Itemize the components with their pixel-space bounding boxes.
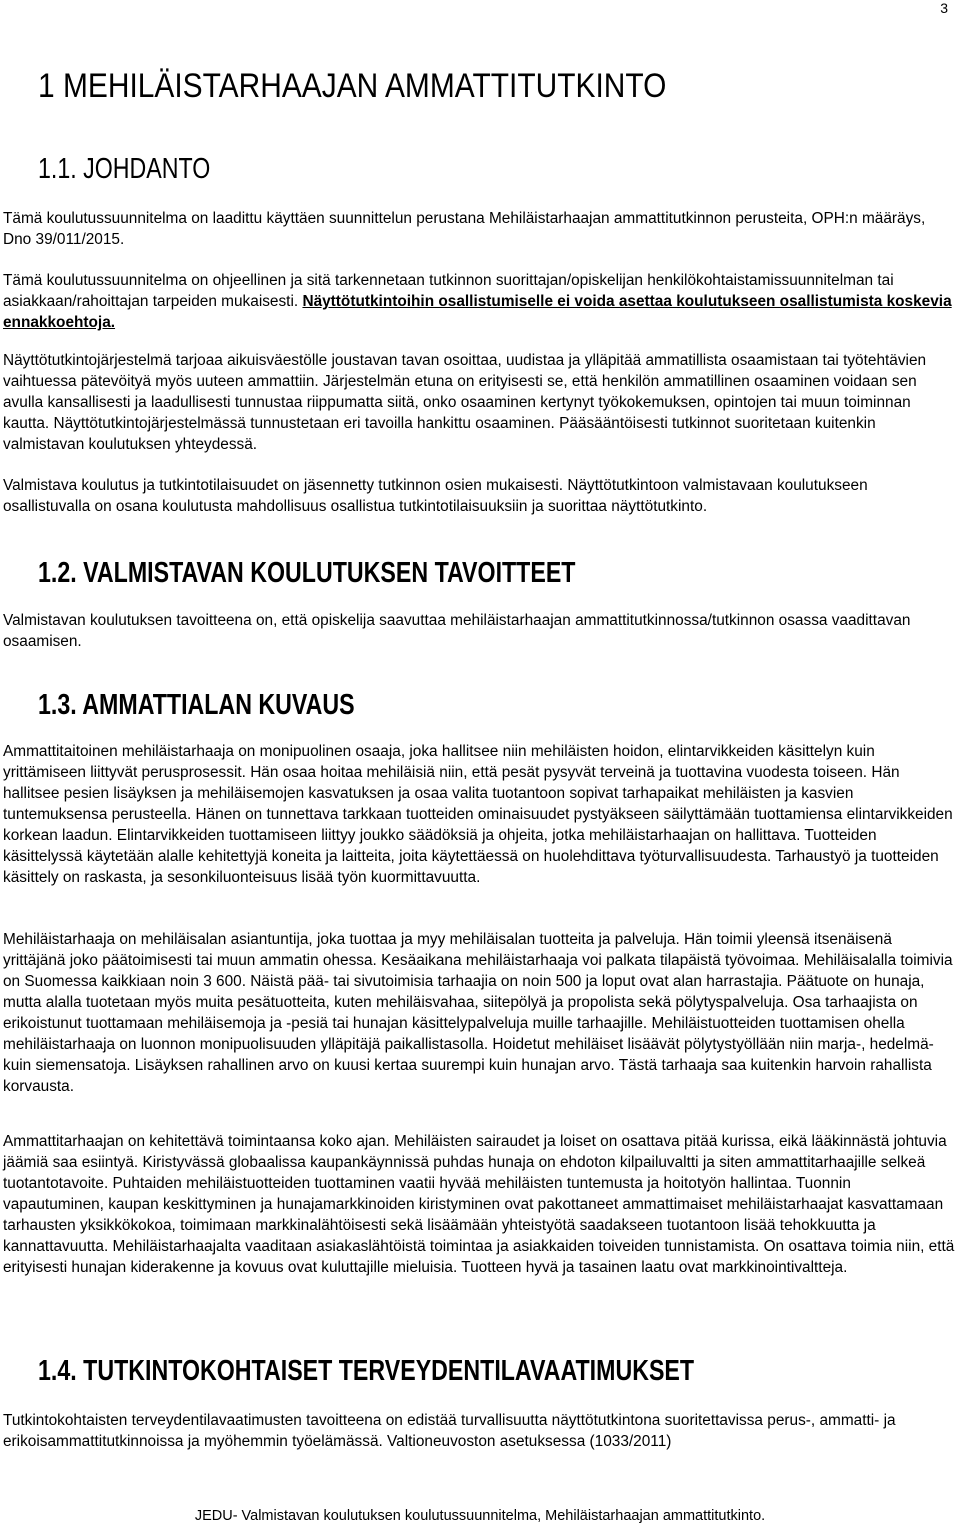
paragraph-kuvaus-2: Mehiläistarhaaja on mehiläisalan asiantuntija, joka tuottaa ja myy mehiläisalan tuotteita ja palveluja. Hän toimii yleensä itsenäisenä yrittäjänä joko päätoimisesti tai muun ammatin ohessa. Kesäaikana mehiläistarhaaja voi palkata tilapäistä työvoimaa. Mehiläisalalla toimivia on Suomessa kaikkiaan noin 3 600. Näistä pää- tai sivutoimisia tarhaajia on noin 500 ja loput ovat alan harrastajia. Päätuote on hunaja, mutta alalla tuotetaan myös muita pesätuotteita, kuten mehiläisvahaa, siitepölyä ja propolista sekä pölytyspalveluja. Osa tarhaajista on erikoistunut tuottamaan mehiläisemoja ja -pesiä tai hunajan käsittelypalveluja muille tarhaajille. Mehiläistuotteiden tuottamisen ohella mehiläistarhaaja on luonnon monipuolisuuden ylläpitäjä paikallistasolla. Hoidetut mehiläiset lisäävät pölytystyöllään niin marja-, hedelmä- kuin siemensatoja. Lisäyksen rahallinen arvo on kuusi kertaa suurempi kuin hunajan arvo. Tästä tarhaaja saa kuitenkin harvoin rahallista korvausta. [3, 931, 953, 1095]
paragraph-tavoitteet: Valmistavan koulutuksen tavoitteena on, että opiskelija saavuttaa mehiläistarhaajan ammattitutkinnossa/tutkinnon osassa vaadittavan osaamisen. [3, 612, 911, 650]
heading-johdanto: 1.1. JOHDANTO [38, 153, 211, 185]
paragraph-intro-2-text: Tämä koulutussuunnitelma on ohjeellinen ja sitä tarkennetaan tutkinnon suorittajan/opiskelijan henkilökohtaistamissuunnitelman tai asiakkaan/rahoittajan tarpeiden mukaisesti. [3, 272, 894, 310]
paragraph-kuvaus-1: Ammattitaitoinen mehiläistarhaaja on monipuolinen osaaja, joka hallitsee niin mehiläisten hoidon, elintarvikkeiden käsittelyn kuin yrittämiseen liittyvät perusprosessit. Hän osaa hoitaa mehiläisiä niin, että pesät pysyvät terveinä ja tuottavina vuodesta toiseen. Hän hallitsee pesien lisäyksen ja mehiläisemojen kasvatuksen ja osaa valita tuotantoon sopivat tarhapaikat mehiläisten ja kasvien tuntemuksensa perusteella. Hänen on tunnettava tarkkaan tuotteiden ominaisuudet pystyäkseen säilyttämään tuottamiensa elintarvikkeiden korkean laadun. Elintarvikkeiden tuottamiseen liittyy joukko säädöksiä ja ohjeita, jotka mehiläistarhaajan on hallittava. Tuotteiden käsittelyssä käytetään alalle kehitettyjä koneita ja laitteita, joita käytettäessä on huolehdittava työturvallisuudesta. Tarhaustyö ja tuotteiden käsittely on raskasta, ja sesonkiluonteisuus lisää työn kuormittavuutta. [3, 743, 953, 886]
paragraph-intro-3: Näyttötutkintojärjestelmä tarjoaa aikuisväestölle joustavan tavan osoittaa, uudistaa ja ylläpitää ammatillista osaamistaan tai työtehtävien vaihtuessa pätevöityä myös uuteen ammattiin. Järjestelmän etuna on erityisesti se, että henkilön ammatillinen osaaminen voidaan sen avulla kansallisesti ja laadullisesti tunnustaa riippumatta siitä, onko osaaminen kertynyt työkokemuksen, opintojen tai muun toiminnan kautta. Näyttötutkintojärjestelmässä tunnustetaan eri tavoilla hankittu osaaminen. Pääsääntöisesti tutkinnot suoritetaan kuitenkin valmistavan koulutuksen yhteydessä. [3, 352, 927, 453]
heading-terveydentilavaatimukset: 1.4. TUTKINTOKOHTAISET TERVEYDENTILAVAATIMUKSET [38, 1355, 695, 1387]
bold-notice: Näyttötutkintoihin osallistumiselle ei voida asettaa koulutukseen osallistumista koskevia ennakkoehtoja. [3, 293, 952, 331]
page-footer: JEDU- Valmistavan koulutuksen koulutussuunnitelma, Mehiläistarhaajan ammattitutkinto. [194, 1508, 766, 1524]
paragraph-intro-2 [3, 270, 955, 333]
document-title: 1 MEHILÄISTARHAAJAN AMMATTITUTKINTO [38, 67, 667, 105]
paragraph-kuvaus-3: Ammattitarhaajan on kehitettävä toimintaansa koko ajan. Mehiläisten sairaudet ja loiset on osattava pitää kurissa, eikä lääkinnästä johtuvia jäämiä saa esiintyä. Kiristyvässä globaalissa kaupankäynnissä puhdas hunaja on ehdoton kilpailuvaltti ja siten ammattitarhaajille selkeä tuotantotavoite. Puhtaiden mehiläistuotteiden tuottaminen vaatii hyvää mehiläisten tuntemusta ja hoitotyön hallintaa. Tuonnin vapautuminen, kaupan keskittyminen ja hunajamarkkinoiden kiristyminen ovat pakottaneet ammattimaiset mehiläistarhaajat kasvattamaan tarhausten yksikkökokoa, toimimaan markkinalähtöisesti sekä lisäämään yhteistyötä saadakseen tuotantoon lisää tehokkuutta ja kannattavuutta. Mehiläistarhaajalta vaaditaan asiakaslähtöistä toimintaa ja asiakkaiden toiveiden tunnistamista. On osattava toimia niin, että erityisesti hunajan kiderakenne ja kovuus ovat kuluttajille mieluisia. Tuotteen hyvä ja tasainen laatu ovat markkinointivaltteja. [3, 1133, 955, 1276]
paragraph-terveydentila: Tutkintokohtaisten terveydentilavaatimusten tavoitteena on edistää turvallisuutta näyttötutkintona suoritettavissa perus-, ammatti- ja erikoisammattitutkinnoissa ja myöhemmin työelämässä. Valtioneuvoston asetuksessa (1033/2011) [3, 1412, 896, 1450]
heading-valmistavan-koulutuksen-tavoitteet: 1.2. VALMISTAVAN KOULUTUKSEN TAVOITTEET [38, 557, 576, 589]
paragraph-intro-4: Valmistava koulutus ja tutkintotilaisuudet on jäsennetty tutkinnon osien mukaisesti. Näyttötutkintoon valmistavaan koulutukseen osallistuvalla on osana koulutusta mahdollisuus osallistua tutkintotilaisuuksiin ja suorittaa näyttötutkinto. [3, 477, 868, 515]
heading-ammattialan-kuvaus: 1.3. AMMATTIALAN KUVAUS [38, 689, 355, 721]
page-number: 3 [940, 0, 948, 16]
paragraph-intro-1: Tämä koulutussuunnitelma on laadittu käyttäen suunnittelun perustana Mehiläistarhaajan ammattitutkinnon perusteita, OPH:n määräys, Dno 39/011/2015. [3, 210, 926, 248]
